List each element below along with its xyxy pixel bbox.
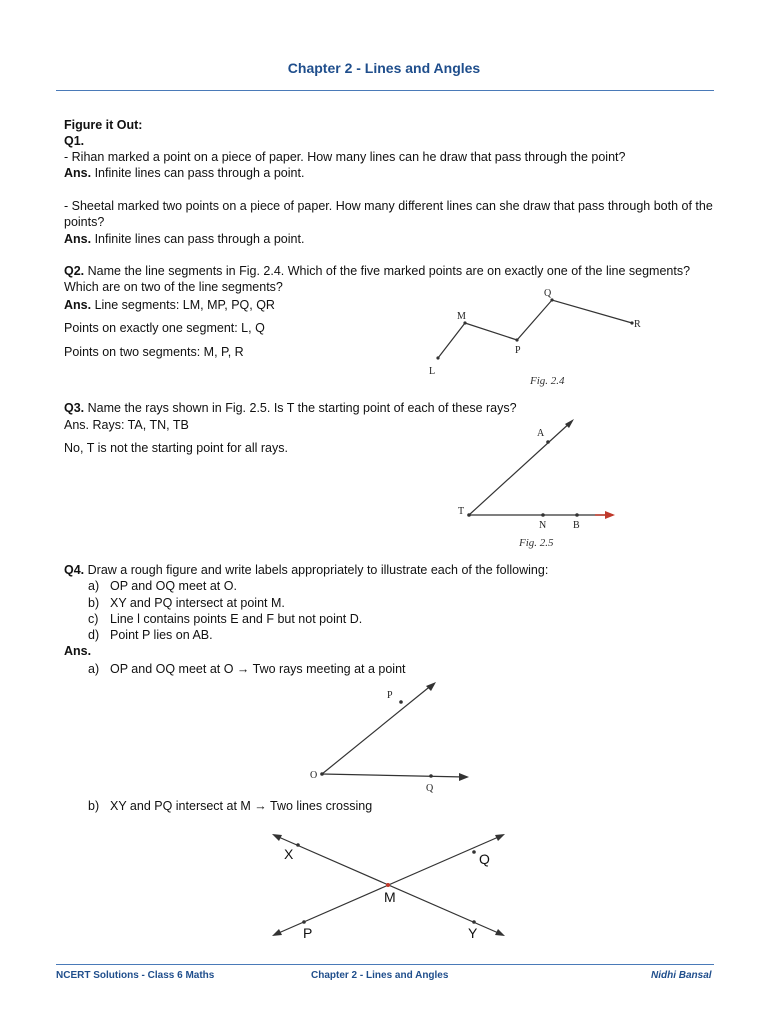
q2-answer: Ans. Line segments: LM, MP, PQ, QR [64,298,275,312]
fig25-caption: Fig. 2.5 [519,537,554,549]
figb-label-y: Y [468,925,478,941]
q1-label: Q1. [64,134,85,148]
figure-answer-b [268,830,508,945]
q4-answer-b: b) XY and PQ intersect at M → Two lines crossing [88,799,373,813]
q4-ans-label: Ans. [64,644,92,658]
fig25-label-t: T [458,506,465,517]
q4-item-a: a) OP and OQ meet at O. [88,579,237,593]
q3-answer2: No, T is not the starting point for all rays. [64,441,288,455]
fig24-label-l: L [429,366,436,377]
q2-two-segments: Points on two segments: M, P, R [64,345,244,359]
fig24-caption: Fig. 2.4 [530,375,565,387]
figb-label-x: X [284,846,294,862]
fig24-label-p: P [515,345,521,356]
footer-left: NCERT Solutions - Class 6 Maths [56,970,215,981]
figure-2-4 [410,285,650,390]
fig25-label-n: N [539,520,547,531]
q4-item-b: b) XY and PQ intersect at point M. [88,596,285,610]
q1-part2-answer: Ans. Infinite lines can pass through a point. [64,232,305,246]
q4-item-c: c) Line l contains points E and F but not point D. [88,612,363,626]
q1-part1-question: - Rihan marked a point on a piece of paper. How many lines can he draw that pass through the point? [64,150,626,164]
fig24-label-m: M [457,311,466,322]
figure-answer-a [305,680,480,795]
footer-right: Nidhi Bansal [651,970,712,981]
section-heading: Figure it Out: [64,118,143,132]
figb-label-m: M [384,889,396,905]
footer-rule [56,964,714,965]
page-title: Chapter 2 - Lines and Angles [287,60,481,76]
q4-item-d: d) Point P lies on AB. [88,628,213,642]
figb-label-q: Q [479,851,490,867]
figa-label-p: P [387,690,393,701]
q2-one-segment: Points on exactly one segment: L, Q [64,321,265,335]
q1-part1-answer: Ans. Infinite lines can pass through a point. [64,166,305,180]
q4-question: Q4. Draw a rough figure and write labels appropriately to illustrate each of the following: [64,563,549,577]
figb-label-p: P [303,925,313,941]
q3-question: Q3. Name the rays shown in Fig. 2.5. Is T the starting point of each of these rays? [64,401,517,415]
q3-answer: Ans. Rays: TA, TN, TB [64,418,189,432]
footer-center: Chapter 2 - Lines and Angles [311,970,449,981]
fig25-label-a: A [537,428,545,439]
fig24-label-r: R [634,319,641,330]
header-rule [56,90,714,91]
figure-2-5 [455,415,625,550]
figa-label-o: O [310,770,318,781]
q2-question: Q2. Name the line segments in Fig. 2.4. Which of the five marked points are on exactly one of the line segments? Which are on two of the line segments? [64,264,691,294]
figa-label-q: Q [426,783,434,794]
q4-answer-a: a) OP and OQ meet at O → Two rays meeting at a point [88,662,406,676]
q1-part2-question: - Sheetal marked two points on a piece of paper. How many different lines can she draw that pass through both of the points? [64,199,713,229]
fig25-label-b: B [573,520,580,531]
fig24-label-q: Q [544,288,552,299]
